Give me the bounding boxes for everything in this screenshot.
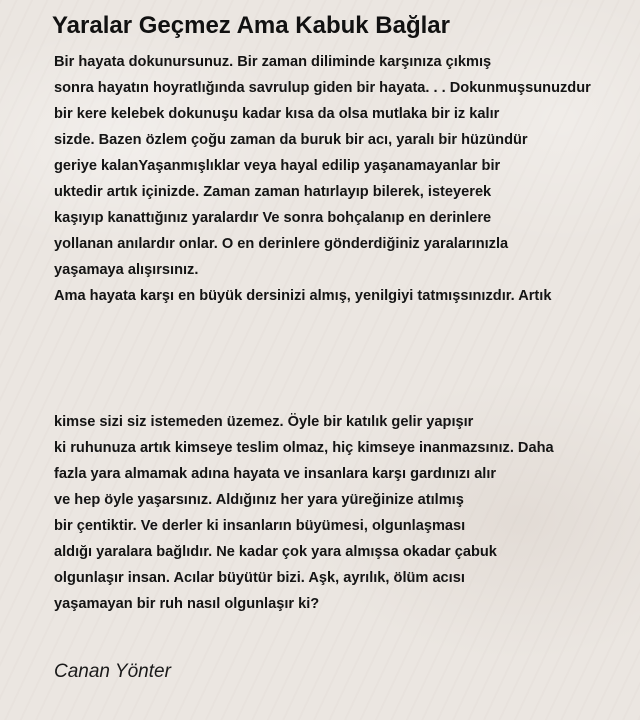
poem-line: yaşamayan bir ruh nasıl olgunlaşır ki? xyxy=(54,596,320,612)
poem-line: ki ruhunuza artık kimseye teslim olmaz, hiç kimseye inanmazsınız. Daha xyxy=(54,440,554,456)
poem-line: kimse sizi siz istemeden üzemez. Öyle bir katılık gelir yapışır xyxy=(54,414,474,430)
poem-line: kaşıyıp kanattığınız yaralardır Ve sonra bohçalanıp en derinlere xyxy=(54,210,492,226)
poem-line: bir kere kelebek dokunuşu kadar kısa da olsa mutlaka bir iz kalır xyxy=(54,106,500,122)
poem-line: fazla yara almamak adına hayata ve insanlara karşı gardınızı alır xyxy=(54,466,497,482)
poem-line: olgunlaşır insan. Acılar büyütür bizi. Aşk, ayrılık, ölüm acısı xyxy=(54,570,465,586)
poem-line: sonra hayatın hoyratlığında savrulup giden bir hayata. . . Dokunmuşsunuzdur xyxy=(54,80,591,96)
poem-line: aldığı yaralara bağlıdır. Ne kadar çok yara almışsa okadar çabuk xyxy=(54,544,497,560)
poem-line: geriye kalanYaşanmışlıklar veya hayal edilip yaşanamayanlar bir xyxy=(54,158,501,174)
poem-line: yollanan anılardır onlar. O en derinlere gönderdiğiniz yaralarınızla xyxy=(54,236,509,252)
poem-line: Ama hayata karşı en büyük dersinizi almış, yenilgiyi tatmışsınızdır. Artık xyxy=(54,288,552,304)
poem-author: Canan Yönter xyxy=(54,661,171,682)
poem-line: yaşamaya alışırsınız. xyxy=(54,262,199,278)
stanza-1 xyxy=(54,49,591,309)
poem-line: uktedir artık içinizde. Zaman zaman hatırlayıp bilerek, isteyerek xyxy=(54,184,492,200)
poem-title: Yaralar Geçmez Ama Kabuk Bağlar xyxy=(52,12,450,39)
poem-line: bir çentiktir. Ve derler ki insanların büyümesi, olgunlaşması xyxy=(54,518,466,534)
poem-line: Bir hayata dokunursunuz. Bir zaman diliminde karşınıza çıkmış xyxy=(54,54,492,70)
stanza-2 xyxy=(54,409,554,617)
poem-line: sizde. Bazen özlem çoğu zaman da buruk bir acı, yaralı bir hüzündür xyxy=(54,132,528,148)
poem-line: ve hep öyle yaşarsınız. Aldığınız her yara yüreğinize atılmış xyxy=(54,492,464,508)
